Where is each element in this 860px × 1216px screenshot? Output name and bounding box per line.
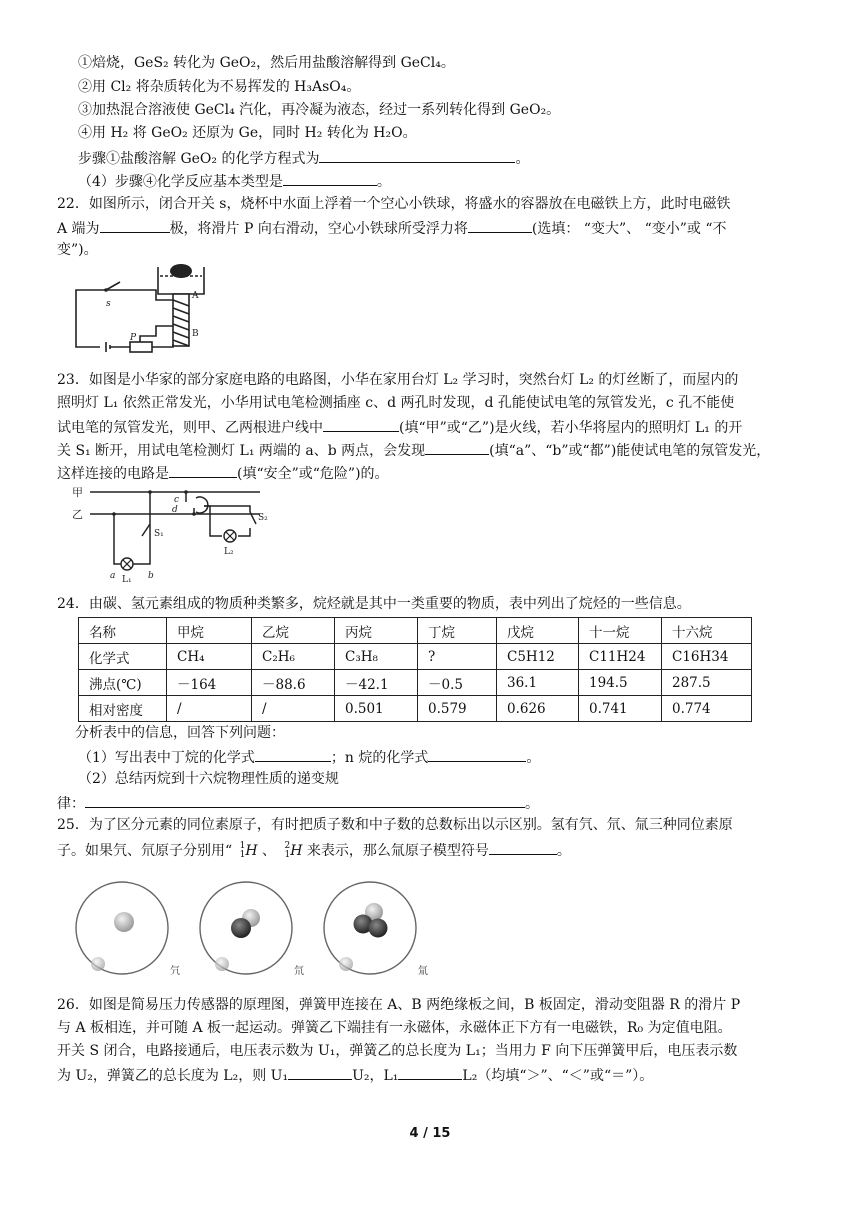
table-cell: 乙烷 <box>252 618 335 644</box>
table-cell: 0.579 <box>418 696 497 722</box>
proton-icon <box>114 912 134 932</box>
table-cell: C16H34 <box>662 644 752 670</box>
neutron-icon <box>369 919 388 938</box>
label-p: P <box>130 333 137 343</box>
period: 。 <box>526 750 541 766</box>
q21-ask2 <box>78 170 391 192</box>
period: 。 <box>556 843 571 859</box>
q24-intro: 24．由碳、氢元素组成的物质种类繁多，烷烃就是其中一类重要的物质，表中列出了烷烃的一些信息。 <box>57 596 691 612</box>
table-row <box>79 644 752 670</box>
period: 。 <box>515 151 530 167</box>
q23-text-f: (填“安全”或“危险”)的。 <box>237 466 389 482</box>
table-cell: 十六烷 <box>662 618 752 644</box>
q26-line2: 与 A 板相连，并可随 A 板一起运动。弹簧乙下端挂有一永磁体，永磁体正下方有一电磁铁，R₀ 为定值电阻。 <box>57 1020 732 1036</box>
q23-text-a: 试电笔的氖管发光，则甲、乙两根进户线中 <box>57 420 323 436</box>
table-cell: －88.6 <box>252 670 335 696</box>
answer-blank[interactable] <box>468 217 532 233</box>
table-cell: C₂H₆ <box>252 644 335 670</box>
q26-text-c: L₂（均填“＞”、“＜”或“＝”）。 <box>462 1068 654 1084</box>
electron-icon <box>215 957 229 971</box>
label-yi: 乙 <box>72 508 83 521</box>
table-cell: 丁烷 <box>418 618 497 644</box>
q22-line1: 22．如图所示，闭合开关 s，烧杯中水面上浮着一个空心小铁球，将盛水的容器放在电磁铁上方，此时电磁铁 <box>57 196 731 212</box>
answer-blank[interactable] <box>288 1064 352 1080</box>
isotope-atom-figure <box>74 880 438 980</box>
q24-ask1-text: （1）写出表中丁烷的化学式 <box>78 750 255 766</box>
q24-ask1 <box>78 746 540 768</box>
q22-text-c: (选填： “变大”、 “变小”或 “不 <box>531 221 727 237</box>
q25-text-a: 子。如果氕、氘原子分别用“ <box>57 843 233 859</box>
iron-ball-icon <box>170 264 192 278</box>
table-cell: C5H12 <box>497 644 579 670</box>
label-b: b <box>148 571 154 581</box>
q22-line3: 变”)。 <box>57 242 98 258</box>
label-deuterium: 氘 <box>294 966 304 977</box>
answer-blank[interactable] <box>425 439 489 455</box>
q24-ask2: （2）总结丙烷到十六烷物理性质的递变规 <box>78 771 339 787</box>
table-cell: 0.626 <box>497 696 579 722</box>
table-cell: / <box>167 696 252 722</box>
q23-line1: 23．如图是小华家的部分家庭电路的电路图，小华在家用台灯 L₂ 学习时，突然台灯 L₂ 的灯丝断了，而屋内的 <box>57 372 739 388</box>
q26-line3: 开关 S 闭合，电路接通后，电压表示数为 U₁，弹簧乙的总长度为 L₁；当用力 F 向下压弹簧甲后，电压表示数 <box>57 1043 738 1059</box>
table-cell: 0.501 <box>335 696 418 722</box>
table-cell: 化学式 <box>79 644 167 670</box>
label-d: d <box>172 505 178 515</box>
q23-line4 <box>57 439 770 461</box>
electromagnet-figure <box>70 262 226 358</box>
label-a: A <box>192 291 199 301</box>
q24-analysis: 分析表中的信息，回答下列问题： <box>75 725 285 741</box>
table-cell: 甲烷 <box>167 618 252 644</box>
q26-line4 <box>57 1064 653 1086</box>
q26-text-a: 为 U₂，弹簧乙的总长度为 L₂，则 U₁ <box>57 1068 289 1084</box>
electron-icon <box>91 957 105 971</box>
q22-text-b: 极，将滑片 P 向右滑动，空心小铁球所受浮力将 <box>169 221 468 237</box>
label-b: B <box>192 329 199 339</box>
table-cell: 相对密度 <box>79 696 167 722</box>
table-cell: －164 <box>167 670 252 696</box>
answer-blank[interactable] <box>323 416 399 432</box>
label-s2: S₂ <box>258 513 268 523</box>
period: 。 <box>376 174 391 190</box>
isotope-symbol-1: 1 1 <box>239 841 246 860</box>
q23-line3 <box>57 416 742 438</box>
q21-step4: ④用 H₂ 将 GeO₂ 还原为 Ge，同时 H₂ 转化为 H₂O。 <box>78 125 417 141</box>
q25-line2: 子。如果氕、氘原子分别用“ 1 1 H 、 2 1 H 来表示，那么氚原子模型符号 。 <box>57 841 571 860</box>
table-row <box>79 618 752 644</box>
label-tritium: 氚 <box>418 966 428 977</box>
label-s: s <box>106 299 111 309</box>
q26-text-b: U₂，L₁ <box>352 1068 399 1084</box>
alkane-table <box>78 617 752 722</box>
q21-ask1-text: 步骤①盐酸溶解 GeO₂ 的化学方程式为 <box>78 151 320 167</box>
table-cell: CH₄ <box>167 644 252 670</box>
period: 。 <box>525 796 539 812</box>
table-cell: 0.741 <box>579 696 662 722</box>
answer-blank[interactable] <box>283 170 377 186</box>
answer-blank[interactable] <box>85 792 525 808</box>
table-cell: 0.774 <box>662 696 752 722</box>
q23-text-d: (填“a”、“b”或“都”)能使试电笔的氖管发光， <box>489 443 771 459</box>
q23-text-b: (填“甲”或“乙”)是火线，若小华将屋内的照明灯 L₁ 的开 <box>399 420 743 436</box>
q21-ask2-text: （4）步骤④化学反应基本类型是 <box>78 174 283 190</box>
table-cell: / <box>252 696 335 722</box>
table-cell: －0.5 <box>418 670 497 696</box>
table-cell: 194.5 <box>579 670 662 696</box>
q22-line2 <box>57 217 727 239</box>
table-cell: C11H24 <box>579 644 662 670</box>
q23-line2: 照明灯 L₁ 依然正常发光，小华用试电笔检测插座 c、d 两孔时发现，d 孔能使试电笔的氖管发光，c 孔不能使 <box>57 395 735 411</box>
label-protium: 氕 <box>170 966 180 977</box>
table-cell: 沸点(℃) <box>79 670 167 696</box>
table-row <box>79 670 752 696</box>
label-l1: L₁ <box>122 575 132 585</box>
answer-blank[interactable] <box>319 147 515 163</box>
table-cell: 名称 <box>79 618 167 644</box>
table-cell: 36.1 <box>497 670 579 696</box>
table-cell: －42.1 <box>335 670 418 696</box>
q24-ask2-cont <box>57 792 539 814</box>
q22-text-a: A 端为 <box>57 221 100 237</box>
table-row <box>79 696 752 722</box>
q23-text-c: 关 S₁ 断开，用试电笔检测灯 L₁ 两端的 a、b 两点，会发现 <box>57 443 426 459</box>
answer-blank[interactable] <box>398 1064 462 1080</box>
answer-blank[interactable] <box>255 746 331 762</box>
household-circuit-figure <box>70 484 290 588</box>
q23-line5 <box>57 462 389 484</box>
q24-ask1-text-b: ；n 烷的化学式 <box>330 750 429 766</box>
neutron-icon <box>231 918 251 938</box>
q25-sep: 、 <box>262 843 277 859</box>
isotope-symbol-2: 2 1 <box>284 841 291 860</box>
answer-blank[interactable] <box>100 217 170 233</box>
q21-step2: ②用 Cl₂ 将杂质转化为不易挥发的 H₃AsO₄。 <box>78 79 361 95</box>
q26-line1: 26．如图是简易压力传感器的原理图，弹簧甲连接在 A、B 两绝缘板之间，B 板固定，滑动变阻器 R 的滑片 P <box>57 997 741 1013</box>
label-a: a <box>110 571 116 581</box>
q23-text-e: 这样连接的电路是 <box>57 466 169 482</box>
q25-line1: 25．为了区分元素的同位素原子，有时把质子数和中子数的总数标出以示区别。氢有氕、氘、氚三种同位素原 <box>57 817 733 833</box>
answer-blank[interactable] <box>169 462 237 478</box>
label-s1: S₁ <box>154 529 164 539</box>
answer-blank[interactable] <box>489 839 557 855</box>
q25-text-b: 来表示，那么氚原子模型符号 <box>302 843 489 859</box>
answer-blank[interactable] <box>428 746 526 762</box>
label-jia: 甲 <box>72 486 83 499</box>
table-cell: 丙烷 <box>335 618 418 644</box>
label-c: c <box>174 495 180 505</box>
q24-ask2-b: 律： <box>57 796 85 812</box>
table-cell: 戊烷 <box>497 618 579 644</box>
label-l2: L₂ <box>224 547 234 557</box>
table-cell: 十一烷 <box>579 618 662 644</box>
table-cell: ? <box>418 644 497 670</box>
page-number: 4 / 15 <box>409 1126 451 1141</box>
q21-ask1 <box>78 147 529 169</box>
table-cell: 287.5 <box>662 670 752 696</box>
q21-step1: ①焙烧，GeS₂ 转化为 GeO₂，然后用盐酸溶解得到 GeCl₄。 <box>78 55 455 71</box>
q21-step3: ③加热混合溶液使 GeCl₄ 汽化，再冷凝为液态，经过一系列转化得到 GeO₂。 <box>78 102 561 118</box>
electron-icon <box>339 957 353 971</box>
table-cell: C₃H₈ <box>335 644 418 670</box>
